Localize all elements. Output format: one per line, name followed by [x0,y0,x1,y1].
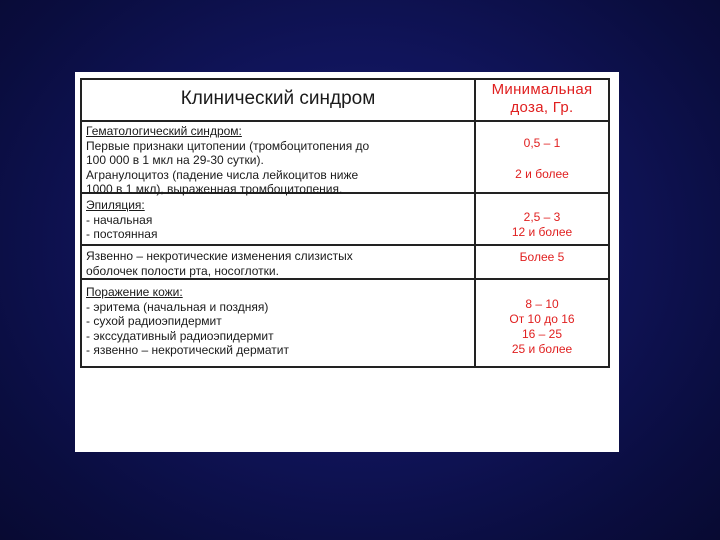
table-row-ulcerative [82,246,608,280]
row-skin-dose [476,280,608,366]
row-text-line: оболочек полости рта, носоглотки. [86,263,279,278]
dose-value: 25 и более [511,342,573,356]
table-header-row [82,80,608,122]
row-text-line: - сухой радиоэпидермит [86,314,222,328]
row-text-line: Первые признаки цитопении (тромбоцитопения до [86,138,370,153]
dose-value: 2,5 – 3 [523,210,561,224]
syndrome-dose-table [80,78,610,368]
slide-panel [75,72,619,452]
header-dose-line2: доза, Гр. [510,99,574,116]
dose-value: 0,5 – 1 [523,136,561,150]
row-text-line: - постоянная [86,227,158,241]
row-skin-syndrome [82,280,476,366]
header-dose [476,80,608,120]
header-syndrome [82,80,476,120]
dose-value: 12 и более [511,225,573,239]
row-title: Поражение кожи: [86,285,183,299]
header-dose-line1: Минимальная [491,81,593,98]
row-text-line: - экссудативный радиоэпидермит [86,328,274,343]
row-text-line: - язвенно – некротический дерматит [86,343,289,357]
row-text-line: - эритема (начальная и поздняя) [86,299,269,314]
table-row-skin [82,280,608,366]
row-text-line: 1000 в 1 мкл), выраженная тромбоцитопения. [86,182,343,196]
row-ulcerative-syndrome [82,246,476,278]
row-epilation-dose [476,194,608,244]
row-text-line: Агранулоцитоз (падение числа лейкоцитов ниже [86,167,359,182]
row-title: Эпиляция: [86,198,145,212]
dose-value: 2 и более [515,167,569,181]
header-syndrome-label: Клинический синдром [180,88,376,109]
row-text-line: 100 000 в 1 мкл на 29-30 сутки). [86,153,264,167]
dose-value: 8 – 10 [525,297,559,311]
row-epilation-syndrome [82,194,476,244]
table-row-hematological [82,122,608,194]
row-ulcerative-dose [476,246,608,278]
row-title: Гематологический синдром: [86,124,242,138]
row-hematological-syndrome [82,122,476,196]
dose-value: От 10 до 16 [509,312,575,326]
row-hematological-dose [476,122,608,192]
row-text-line: - начальная [86,212,153,227]
dose-value: Более 5 [519,250,565,264]
dose-value: 16 – 25 [521,327,563,341]
row-text-line: Язвенно – некротические изменения слизистых [86,249,353,263]
table-row-epilation [82,194,608,246]
